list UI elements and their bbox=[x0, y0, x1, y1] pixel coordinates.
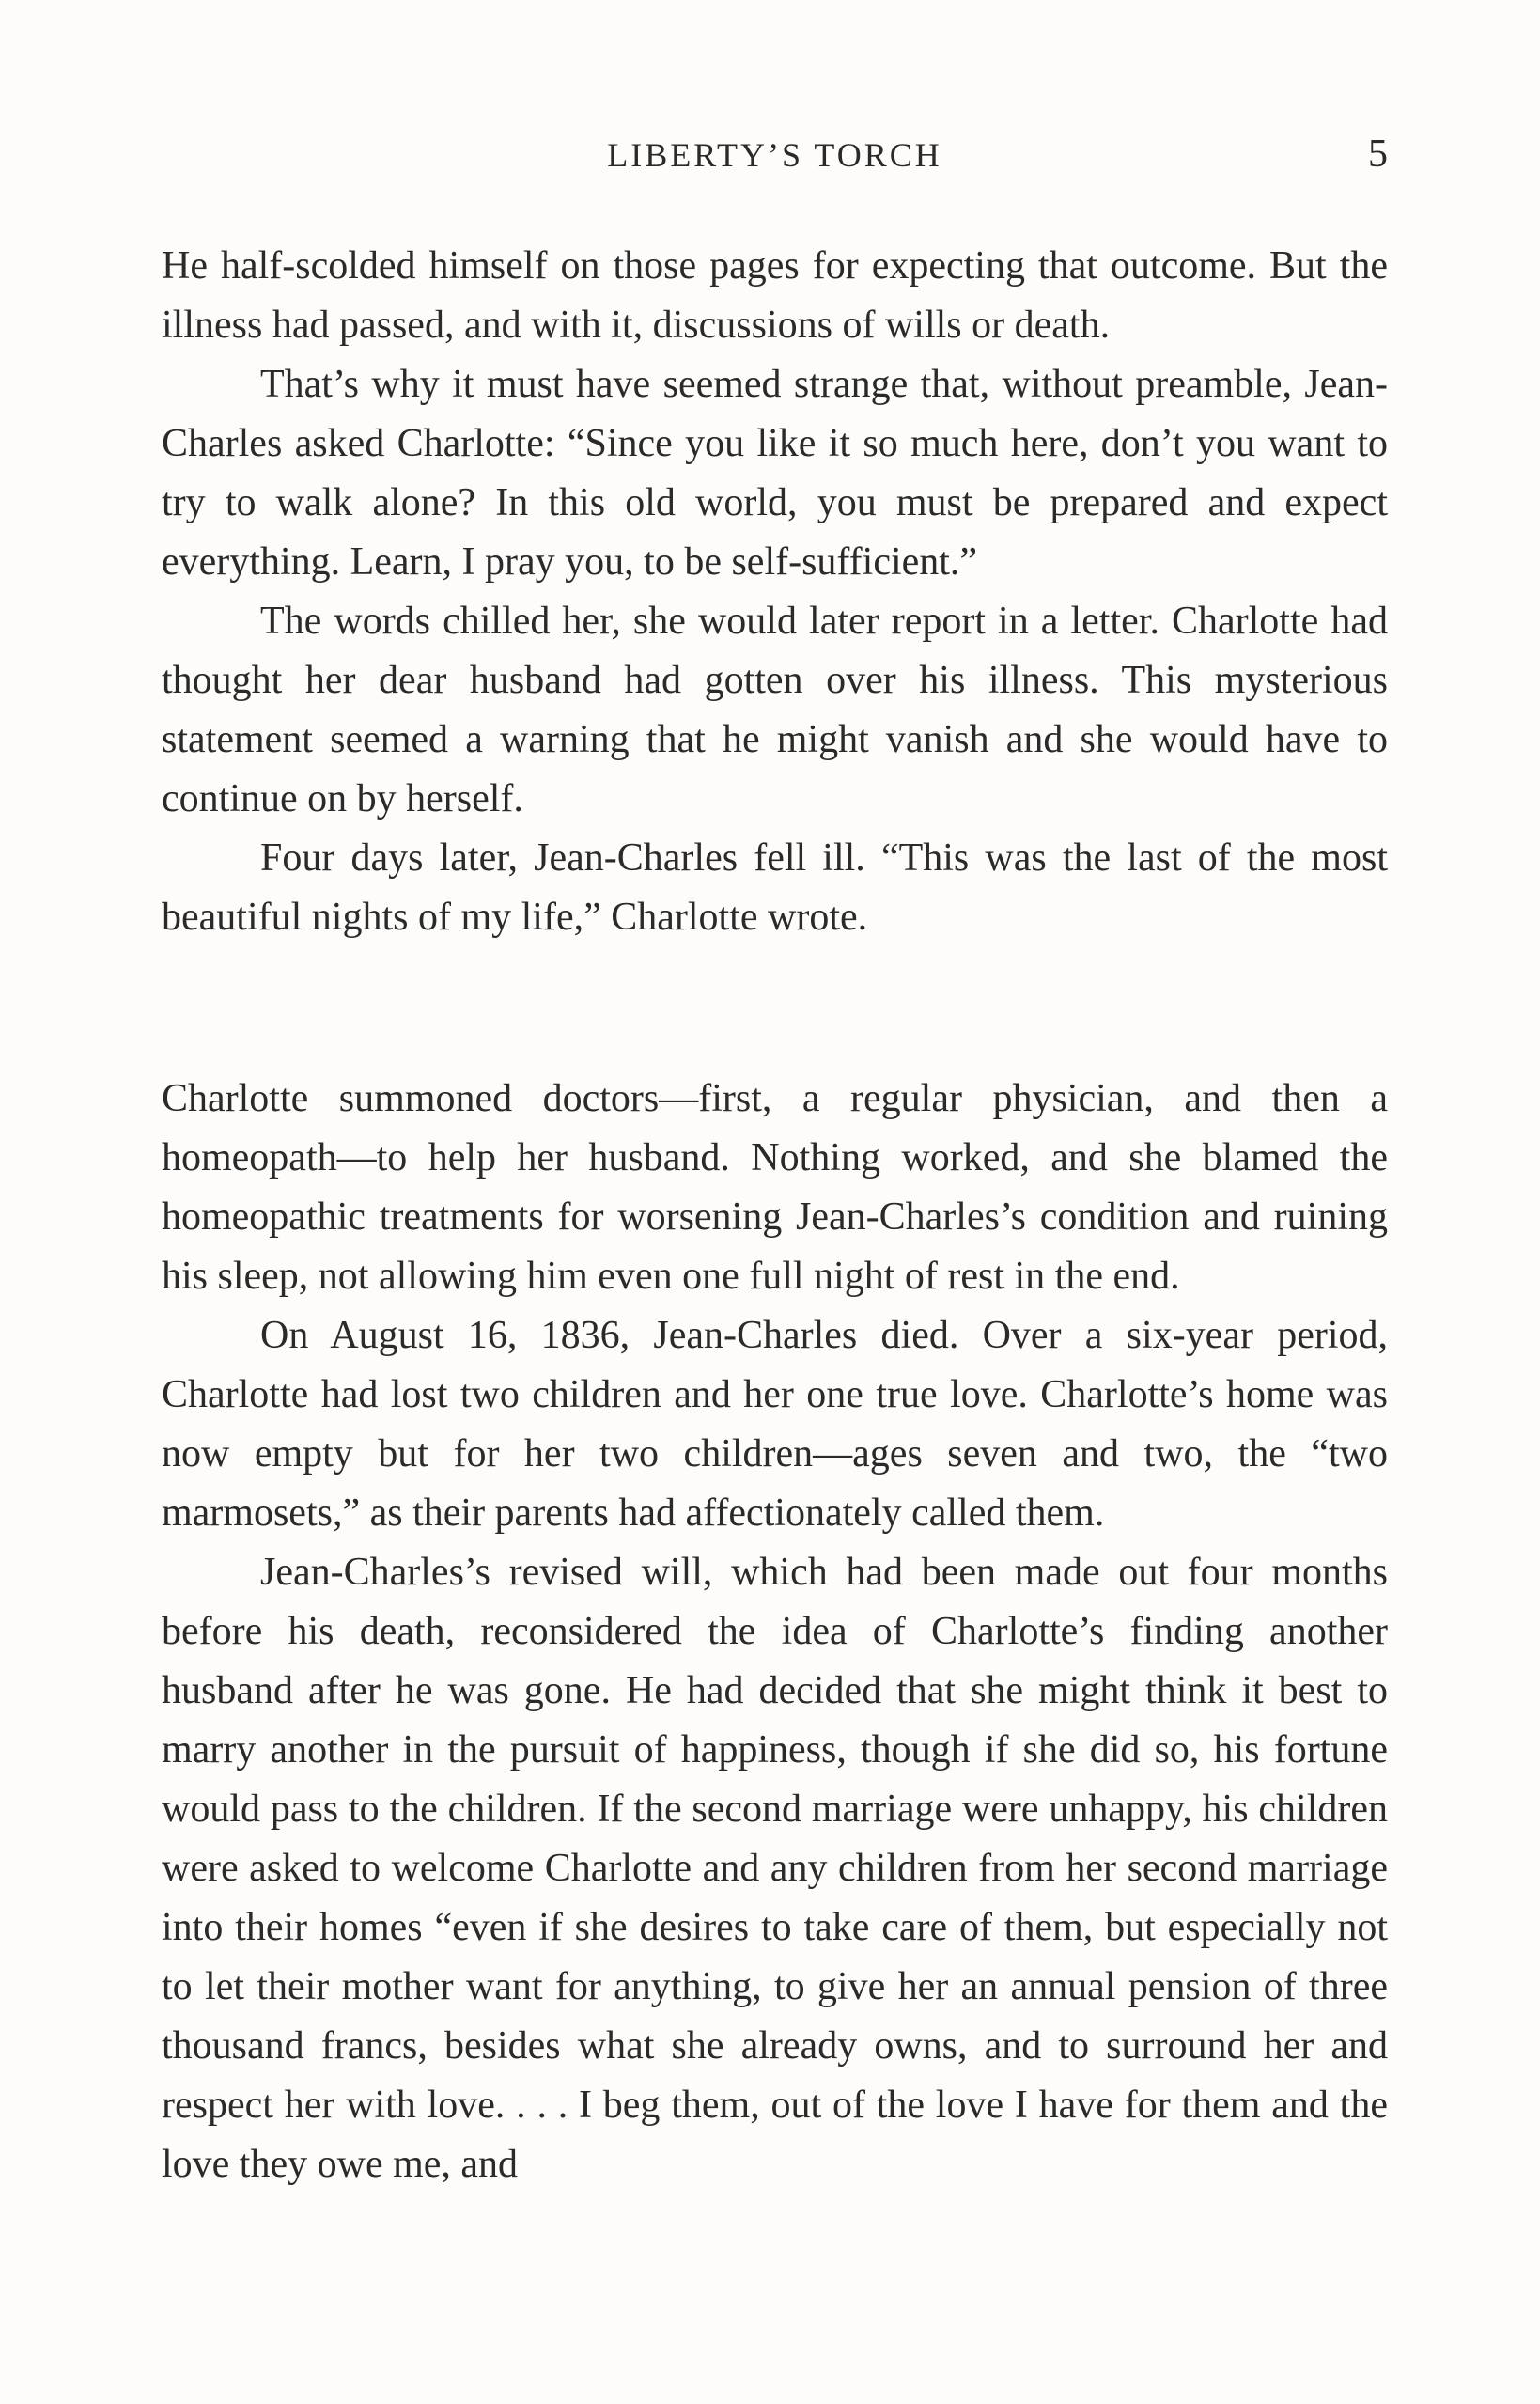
running-title: LIBERTY’S TORCH bbox=[607, 136, 942, 174]
page-header bbox=[162, 132, 1388, 180]
paragraph: The words chilled her, she would later report in a letter. Charlotte had thought her dear husband had gotten over his illness. This mysterious statement seemed a warning that he might vanish and she would have to continue on by herself. bbox=[162, 600, 1388, 820]
section-1 bbox=[162, 237, 1388, 947]
paragraph: He half-scolded himself on those pages for expecting that outcome. But the illness had passed, and with it, discussions of wills or death. bbox=[162, 244, 1388, 347]
paragraph: On August 16, 1836, Jean-Charles died. Over a six-year period, Charlotte had lost two children and her one true love. Charlotte’s home was now empty but for her two children—ages seven and two, the “two marmosets,” as their parents had affectionately called them. bbox=[162, 1314, 1388, 1535]
paragraph: Charlotte summoned doctors—first, a regular physician, and then a homeopath—to help her husband. Nothing worked, and she blamed the homeopathic treatments for worsening Jean-Charles’s condition and ruining his sleep, not allowing him even one full night of rest in the end. bbox=[162, 1077, 1388, 1298]
paragraph: That’s why it must have seemed strange that, without preamble, Jean-Charles asked Charlotte: “Since you like it so much here, don’t you want to try to walk alone? In this old world, you must be prepared and expect everything. Learn, I pray you, to be self-sufficient.” bbox=[162, 363, 1388, 584]
paragraph: Four days later, Jean-Charles fell ill. “This was the last of the most beautiful nights of my life,” Charlotte wrote. bbox=[162, 836, 1388, 939]
paragraph: Jean-Charles’s revised will, which had been made out four months before his death, reconsidered the idea of Charlotte’s finding another husband after he was gone. He had decided that she might think it best to marry another in the pursuit of happiness, though if she did so, his fortune would pass to the children. If the second marriage were unhappy, his children were asked to welcome Charlotte and any children from her second marriage into their homes “even if she desires to take care of them, but especially not to let their mother want for anything, to give her an annual pension of three thousand francs, besides what she already owns, and to surround her and respect her with love. . . . I beg them, out of the love I have for them and the love they owe me, and bbox=[162, 1551, 1388, 2186]
section-2 bbox=[162, 1069, 1388, 2194]
page-number: 5 bbox=[1368, 133, 1388, 176]
